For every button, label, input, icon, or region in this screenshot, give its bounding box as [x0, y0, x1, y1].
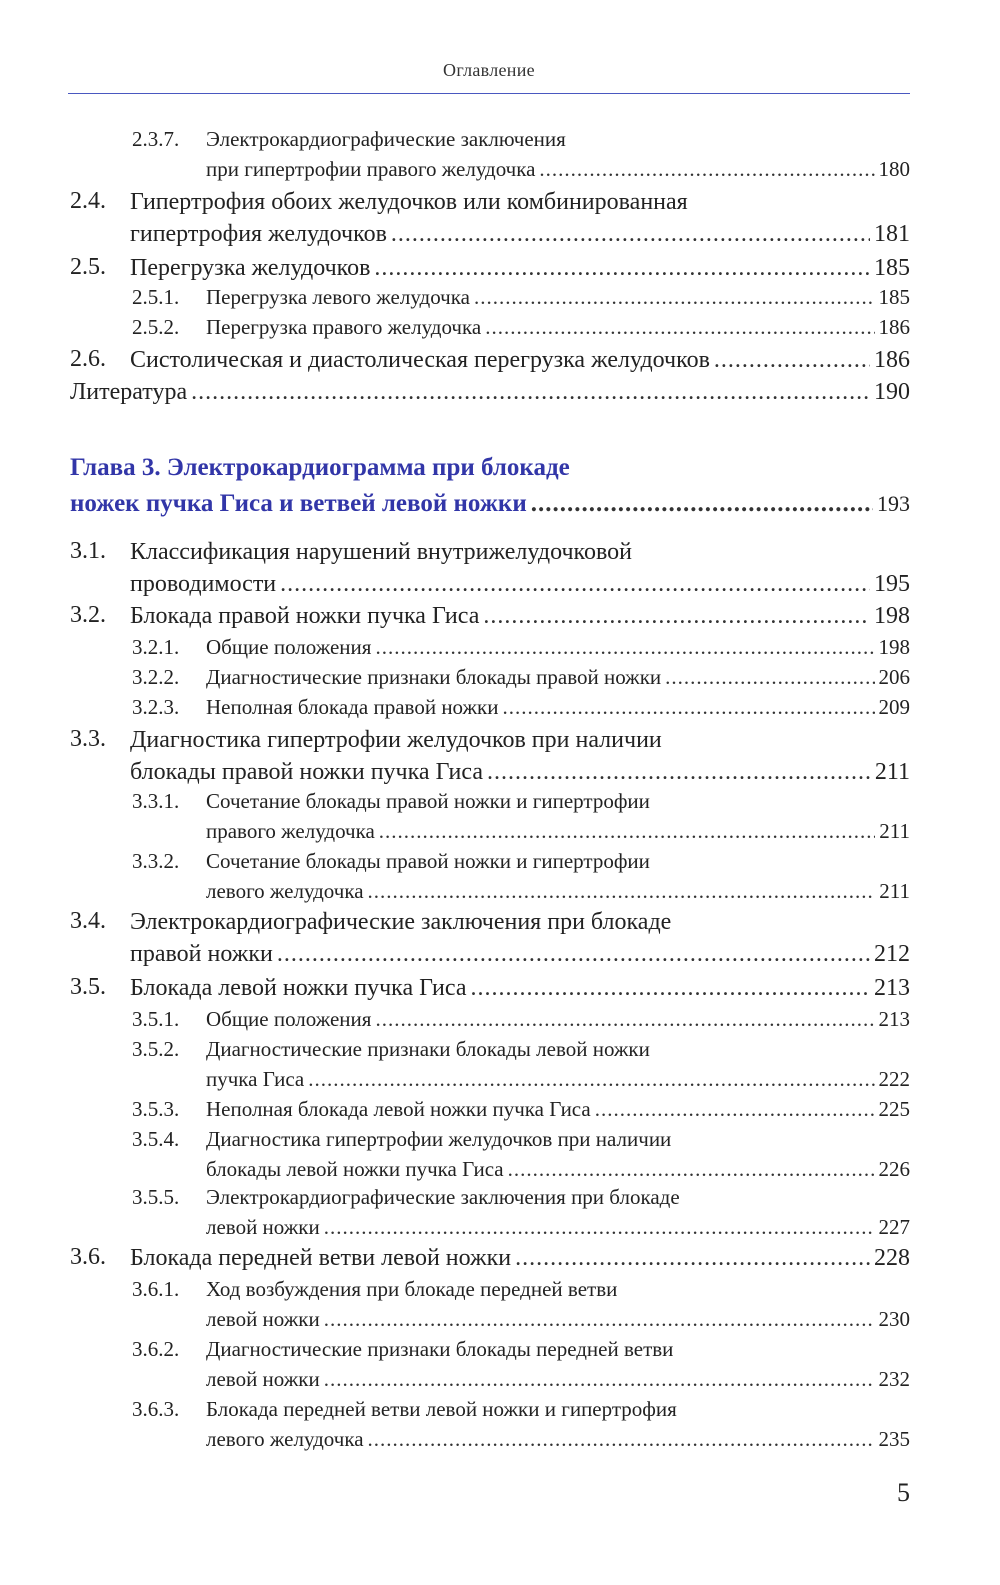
entry-title: Диагностика гипертрофии желудочков при наличии — [130, 727, 662, 753]
entry-title: Блокада левой ножки пучка Гиса — [130, 975, 467, 1001]
entry-title: Гипертрофия обоих желудочков или комбинированная — [130, 189, 688, 215]
toc-entry[interactable] — [132, 282, 910, 312]
section-number: 3.4. — [70, 908, 106, 934]
entry-title: Перегрузка левого желудочка — [206, 285, 470, 309]
entry-title: Неполная блокада правой ножки — [206, 695, 499, 719]
entry-title: блокады левой ножки пучка Гиса — [206, 1157, 504, 1181]
entry-title: Сочетание блокады правой ножки и гипертрофии — [206, 789, 650, 813]
entry-title: Блокада передней ветви левой ножки и гипертрофия — [206, 1397, 677, 1421]
toc-entry[interactable] — [132, 1004, 910, 1034]
entry-title: Диагностические признаки блокады передней ветви — [206, 1337, 674, 1361]
entry-title: Литература — [70, 379, 188, 405]
dot-leader — [277, 938, 870, 970]
section-number: 3.6. — [70, 1244, 106, 1270]
section-number: 3.6.2. — [132, 1337, 180, 1361]
toc-entry[interactable] — [132, 846, 910, 906]
entry-title: Систолическая и диастолическая перегрузка желудочков — [130, 347, 710, 373]
toc-entry[interactable] — [70, 344, 910, 376]
page-ref: 211 — [879, 879, 910, 903]
page-ref: 198 — [878, 635, 910, 659]
dot-leader — [485, 312, 874, 342]
dot-leader — [487, 756, 871, 788]
dot-leader — [515, 1242, 870, 1274]
section-number: 3.5.5. — [132, 1185, 180, 1209]
section-number: 2.3.7. — [132, 127, 180, 151]
section-number: 2.4. — [70, 188, 106, 214]
toc-entry[interactable] — [132, 692, 910, 722]
header-rule — [68, 93, 910, 94]
section-number: 3.1. — [70, 538, 106, 564]
toc-entry[interactable] — [132, 312, 910, 342]
toc-entry[interactable] — [70, 906, 910, 970]
dot-leader — [324, 1304, 875, 1334]
section-number: 3.2.3. — [132, 695, 180, 719]
page-ref: 230 — [878, 1307, 910, 1331]
entry-title: правой ножки — [130, 941, 273, 967]
dot-leader — [374, 252, 870, 284]
entry-title: левой ножки — [206, 1307, 320, 1331]
toc-entry[interactable] — [132, 1274, 910, 1334]
entry-title: Диагностические признаки блокады правой ножки — [206, 665, 662, 689]
toc-entry[interactable] — [132, 786, 910, 846]
page-ref: 185 — [878, 285, 910, 309]
section-number: 2.5.2. — [132, 315, 180, 339]
entry-title: Перегрузка правого желудочка — [206, 315, 482, 339]
toc-entry[interactable] — [132, 1124, 910, 1184]
dot-leader — [280, 568, 870, 600]
page-ref: 209 — [878, 695, 910, 719]
entry-title: Перегрузка желудочков — [130, 255, 371, 281]
toc-entry[interactable] — [132, 1182, 910, 1242]
dot-leader — [474, 282, 875, 312]
dot-leader — [714, 344, 870, 376]
page-ref: 228 — [874, 1245, 910, 1271]
section-number: 3.5.2. — [132, 1037, 180, 1061]
entry-title: Классификация нарушений внутрижелудочковой — [130, 539, 632, 565]
page-ref: 185 — [874, 255, 910, 281]
dot-leader — [191, 376, 870, 408]
page-ref: 195 — [874, 571, 910, 597]
dot-leader — [665, 662, 874, 692]
entry-title: Диагностические признаки блокады левой ножки — [206, 1037, 650, 1061]
page-ref: 206 — [878, 665, 910, 689]
page-ref: 213 — [878, 1007, 910, 1031]
dot-leader — [375, 632, 874, 662]
entry-title: левой ножки — [206, 1215, 320, 1239]
entry-title: Глава 3. Электрокардиограмма при блокаде — [70, 454, 570, 481]
entry-title: левого желудочка — [206, 879, 364, 903]
dot-leader — [502, 692, 874, 722]
section-number: 3.2.2. — [132, 665, 180, 689]
toc-entry[interactable] — [70, 724, 910, 788]
entry-title: Общие положения — [206, 1007, 372, 1031]
page-ref: 186 — [878, 315, 910, 339]
toc-entry[interactable] — [70, 376, 910, 408]
entry-title: Сочетание блокады правой ножки и гипертрофии — [206, 849, 650, 873]
dot-leader — [508, 1154, 875, 1184]
entry-title: Электрокардиографические заключения при блокаде — [130, 909, 672, 935]
dot-leader — [483, 600, 870, 632]
entry-title: Блокада правой ножки пучка Гиса — [130, 603, 480, 629]
entry-title: блокады правой ножки пучка Гиса — [130, 759, 483, 785]
section-number: 3.2. — [70, 602, 106, 628]
entry-title: левого желудочка — [206, 1427, 364, 1451]
dot-leader — [595, 1094, 875, 1124]
entry-title: Электрокардиографические заключения при блокаде — [206, 1185, 680, 1209]
section-number: 2.5. — [70, 254, 106, 280]
page-ref: 211 — [874, 759, 910, 785]
dot-leader — [324, 1364, 875, 1394]
page-ref: 193 — [877, 491, 910, 516]
section-number: 3.5.4. — [132, 1127, 180, 1151]
toc-entry[interactable] — [70, 972, 910, 1004]
toc-entry[interactable] — [132, 1094, 910, 1124]
running-header: Оглавление — [443, 60, 535, 80]
entry-title: Общие положения — [206, 635, 372, 659]
page-ref: 235 — [878, 1427, 910, 1451]
entry-title: проводимости — [130, 571, 277, 597]
dot-leader — [391, 218, 870, 250]
entry-title: Блокада передней ветви левой ножки — [130, 1245, 512, 1271]
section-number: 3.6.1. — [132, 1277, 180, 1301]
section-number: 2.6. — [70, 346, 106, 372]
page-ref: 225 — [878, 1097, 910, 1121]
entry-title: Ход возбуждения при блокаде передней ветви — [206, 1277, 618, 1301]
entry-title: гипертрофия желудочков — [130, 221, 387, 247]
dot-leader — [324, 1212, 875, 1242]
entry-title: левой ножки — [206, 1367, 320, 1391]
page-ref: 232 — [878, 1367, 910, 1391]
page-ref: 186 — [874, 347, 910, 373]
page-ref: 226 — [878, 1157, 910, 1181]
dot-leader — [308, 1064, 874, 1094]
entry-title: пучка Гиса — [206, 1067, 305, 1091]
section-number: 3.5.1. — [132, 1007, 180, 1031]
toc-entry[interactable] — [70, 536, 910, 600]
page-ref: 213 — [874, 975, 910, 1001]
section-number: 2.5.1. — [132, 285, 180, 309]
page-ref: 190 — [874, 379, 910, 405]
toc-entry[interactable] — [132, 662, 910, 692]
entry-title: ножек пучка Гиса и ветвей левой ножки — [70, 490, 527, 517]
dot-leader — [539, 154, 874, 184]
toc-entry[interactable] — [70, 1242, 910, 1274]
entry-title: правого желудочка — [206, 819, 375, 843]
toc-entry[interactable] — [132, 1334, 910, 1394]
section-number: 3.2.1. — [132, 635, 180, 659]
page-ref: 180 — [878, 157, 910, 181]
dot-leader — [379, 816, 875, 846]
page-ref: 181 — [874, 221, 910, 247]
entry-title: Диагностика гипертрофии желудочков при наличии — [206, 1127, 672, 1151]
section-number: 3.5.3. — [132, 1097, 180, 1121]
section-number: 3.3.2. — [132, 849, 180, 873]
toc-entry[interactable] — [132, 124, 910, 184]
toc-entry[interactable] — [132, 632, 910, 662]
section-number: 3.3.1. — [132, 789, 180, 813]
chapter-heading[interactable] — [70, 450, 910, 522]
dot-leader — [531, 486, 873, 522]
page-ref: 211 — [879, 819, 910, 843]
page-ref: 227 — [878, 1215, 910, 1239]
page-number: 5 — [897, 1478, 910, 1507]
entry-title: при гипертрофии правого желудочка — [206, 157, 536, 181]
section-number: 3.3. — [70, 726, 106, 752]
dot-leader — [368, 876, 876, 906]
entry-title: Неполная блокада левой ножки пучка Гиса — [206, 1097, 591, 1121]
toc-entry[interactable] — [70, 600, 910, 632]
toc-entry[interactable] — [70, 252, 910, 284]
toc-entry[interactable] — [132, 1394, 910, 1454]
page-ref: 198 — [874, 603, 910, 629]
section-number: 3.5. — [70, 974, 106, 1000]
page-ref: 222 — [878, 1067, 910, 1091]
dot-leader — [471, 972, 871, 1004]
section-number: 3.6.3. — [132, 1397, 180, 1421]
dot-leader — [375, 1004, 874, 1034]
toc-entry[interactable] — [132, 1034, 910, 1094]
toc-entry[interactable] — [70, 186, 910, 250]
entry-title: Электрокардиографические заключения — [206, 127, 566, 151]
dot-leader — [368, 1424, 875, 1454]
page-ref: 212 — [874, 941, 910, 967]
